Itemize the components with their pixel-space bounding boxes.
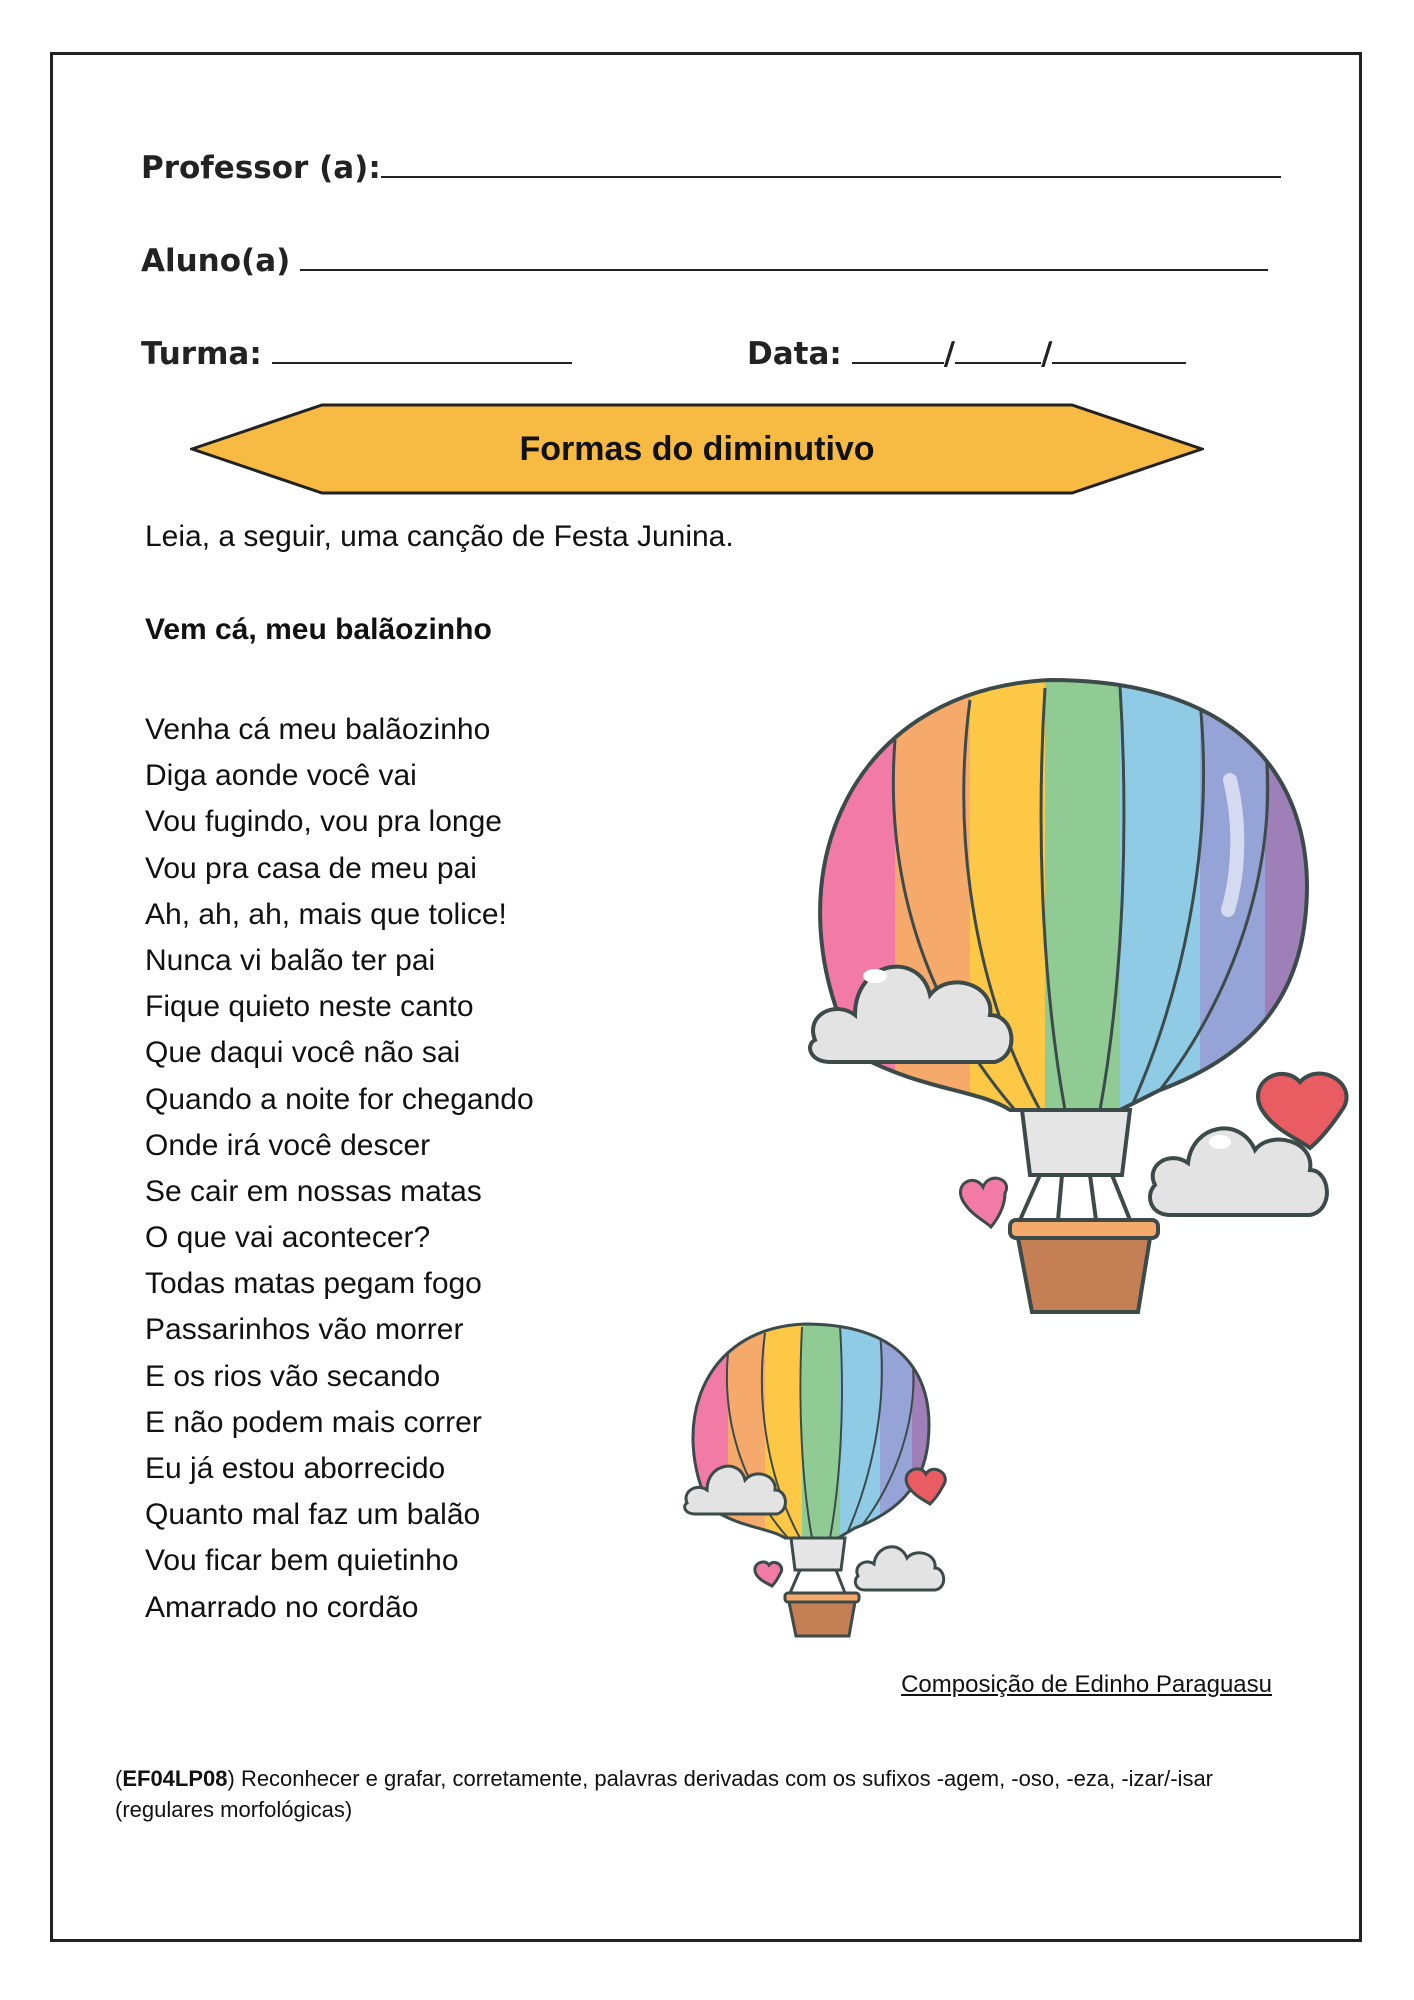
lyric-line: Se cair em nossas matas bbox=[145, 1174, 482, 1208]
lyric-line: Nunca vi balão ter pai bbox=[145, 943, 436, 977]
lyric-line: Todas matas pegam fogo bbox=[145, 1267, 482, 1301]
date-field bbox=[747, 336, 1186, 372]
heart-icon bbox=[955, 1175, 1015, 1230]
date-label: Data: bbox=[747, 336, 842, 372]
lyric-line: Venha cá meu balãozinho bbox=[145, 713, 491, 746]
lyric-line: Onde irá você descer bbox=[145, 1128, 431, 1162]
lyric-line: O que vai acontecer? bbox=[145, 1221, 431, 1255]
lyric-line: Vou pra casa de meu pai bbox=[145, 851, 477, 885]
teacher-label: Professor (a): bbox=[141, 150, 381, 186]
date-separator: / bbox=[943, 336, 956, 372]
teacher-input-line[interactable] bbox=[381, 175, 1281, 178]
class-field bbox=[141, 336, 572, 372]
hot-air-balloon-icon bbox=[800, 670, 1360, 1330]
lyric-line: Quanto mal faz um balão bbox=[145, 1498, 481, 1532]
teacher-field bbox=[141, 150, 1281, 186]
date-day-line[interactable] bbox=[852, 361, 944, 364]
lyric-line: E não podem mais correr bbox=[145, 1405, 482, 1439]
date-separator: / bbox=[1041, 336, 1053, 372]
lyric-line: Amarrado no cordão bbox=[145, 1590, 419, 1624]
lyric-line: Quando a noite for chegando bbox=[145, 1082, 534, 1116]
song-lyrics bbox=[145, 707, 534, 1631]
small-hot-air-balloon-icon bbox=[680, 1318, 950, 1638]
student-label: Aluno(a) bbox=[141, 243, 291, 279]
class-label: Turma: bbox=[141, 336, 262, 372]
lyric-line: Ah, ah, ah, mais que tolice! bbox=[145, 897, 507, 931]
lyric-line: Que daqui você não sai bbox=[145, 1036, 461, 1070]
date-year-line[interactable] bbox=[1052, 361, 1186, 364]
lyric-line: Eu já estou aborrecido bbox=[145, 1452, 446, 1485]
lyric-line: Passarinhos vão morrer bbox=[145, 1313, 464, 1347]
date-month-line[interactable] bbox=[955, 361, 1041, 364]
skill-text: ) Reconhecer e grafar, corretamente, palavras derivadas com os sufixos -agem, -oso, -eza, -izar/-isar (regulares morfológicas) bbox=[115, 1766, 1214, 1822]
skill-description: (EF04LP08) Reconhecer e grafar, corretamente, palavras derivadas com os sufixos -agem, -oso, -eza, -izar/-isar (regulares morfológicas) bbox=[115, 1766, 1214, 1822]
lyric-line: Fique quieto neste canto bbox=[145, 990, 474, 1024]
intro-text: Leia, a seguir, uma canção de Festa Junina. bbox=[145, 520, 734, 553]
student-field bbox=[141, 243, 1268, 279]
class-input-line[interactable] bbox=[272, 361, 572, 364]
lyric-line: E os rios vão secando bbox=[145, 1359, 441, 1393]
lyric-line: Diga aonde você vai bbox=[145, 759, 417, 793]
student-input-line[interactable] bbox=[300, 268, 1268, 271]
lyric-line: Vou ficar bem quietinho bbox=[145, 1544, 459, 1578]
skill-code: EF04LP08 bbox=[122, 1766, 228, 1791]
lyric-line: Vou fugindo, vou pra longe bbox=[145, 805, 502, 839]
song-title: Vem cá, meu balãozinho bbox=[145, 613, 492, 646]
song-credit: Composição de Edinho Paraguasu bbox=[901, 1671, 1272, 1698]
worksheet-title: Formas do diminutivo bbox=[519, 429, 875, 468]
